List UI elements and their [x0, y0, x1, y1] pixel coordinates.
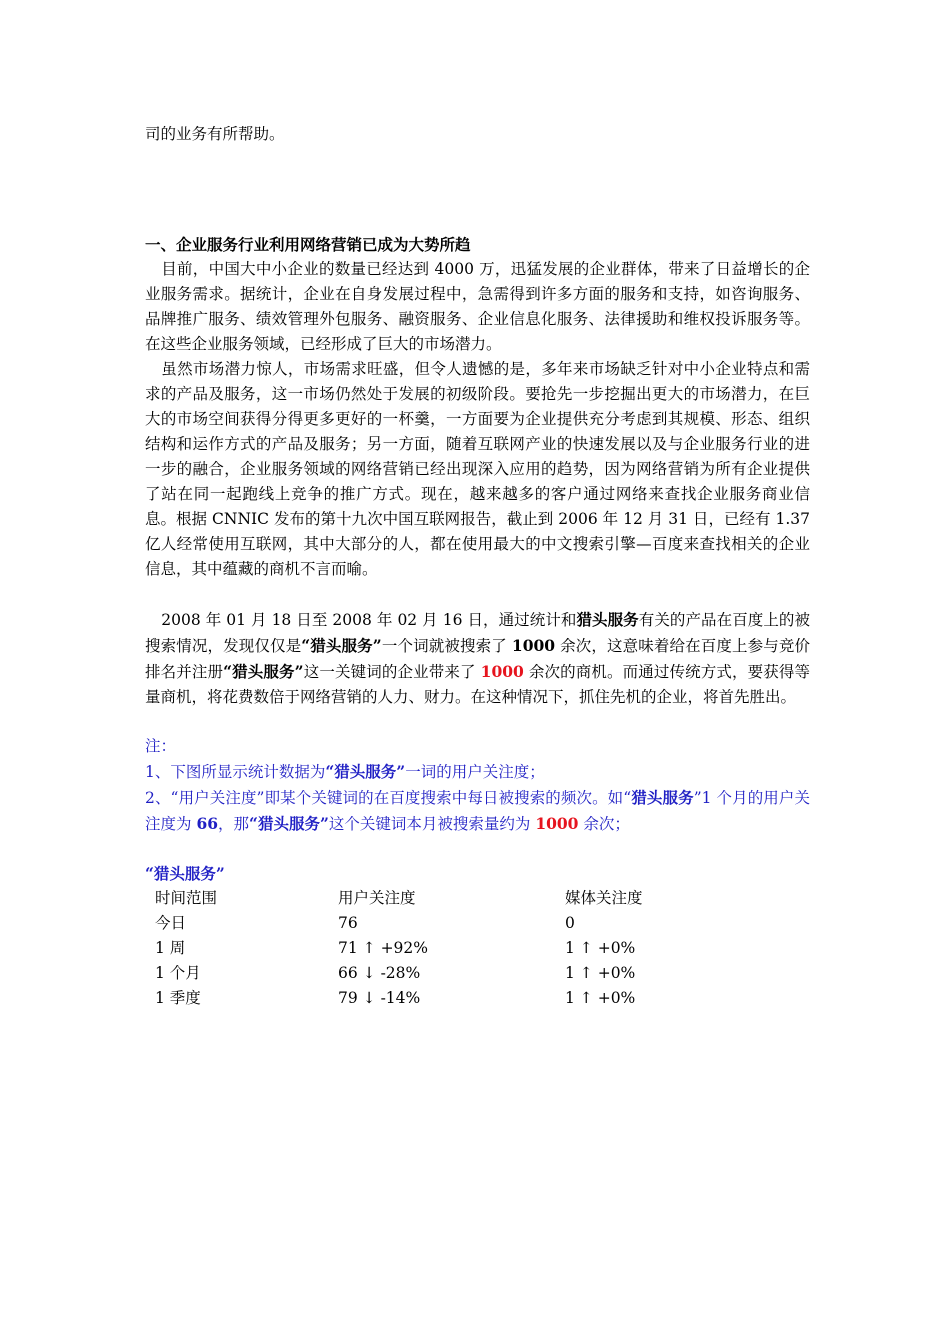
cell-time-range: 今日: [155, 914, 187, 932]
note-2-text-a: 2、“用户关注度”即某个关键词的在百度搜索中每日被搜索的频次。如“: [145, 789, 632, 807]
header-time-range: 时间范围: [155, 889, 218, 907]
intro-tail-text: 司的业务有所帮助。: [145, 125, 285, 143]
opportunity-count: 1000: [480, 662, 524, 681]
notes-block: [145, 734, 810, 837]
cell-user-attention: 79 ↓ -14%: [338, 989, 421, 1007]
header-media-attention: 媒体关注度: [565, 889, 643, 907]
cell-media-attention: 1 ↑ +0%: [565, 939, 636, 957]
stat-text-4: 余次，这意味着给在百度上参与竞价排名并注册: [145, 637, 810, 681]
cell-time-range: 1 个月: [155, 964, 201, 982]
note-2-text-c: ，那: [218, 815, 250, 833]
cell-time-range: 1 周: [155, 939, 186, 957]
notes-label: 注：: [145, 737, 177, 755]
stat-text-2: 有关的产品在百度上的被搜索情况，发现仅仅是: [145, 611, 810, 655]
keyword-highlight: “猎头服务”: [301, 636, 382, 655]
note-2-text-d: 这个关键词本月被搜索量约为: [328, 815, 536, 833]
note-1-keyword: “猎头服务”: [325, 762, 406, 781]
section-paragraph-1: 目前，中国大中小企业的数量已经达到 4000 万，迅猛发展的企业群体，带来了日益增长的企业服务需求。据统计，企业在自身发展过程中，急需得到许多方面的服务和支持，如咨询服务、品牌推广服务、绩效管理外包服务、融资服务、企业信息化服务、法律援助和维权投诉服务等。在这些企业服务领域，已经形成了巨大的市场潜力。: [145, 260, 810, 353]
cell-media-attention: 1 ↑ +0%: [565, 964, 636, 982]
cell-time-range: 1 季度: [155, 989, 201, 1007]
cell-media-attention: 0: [565, 914, 575, 932]
note-1-text-end: 一词的用户关注度；: [405, 763, 545, 781]
table-header-row: [155, 886, 685, 911]
note-1-text: 1、下图所显示统计数据为: [145, 763, 326, 781]
note-2-search-volume: 1000: [535, 814, 579, 833]
stat-text-5: 这一关键词的企业带来了: [303, 663, 481, 681]
note-2-text-b: ”1 个月的用户关注度为: [145, 789, 810, 833]
table-row: [155, 986, 685, 1011]
table-row: [155, 911, 685, 936]
document-page: [145, 122, 810, 1011]
note-2-text-e: 余次；: [578, 815, 630, 833]
attention-stats-table: [155, 886, 685, 1011]
stat-text-3: 一个词就被搜索了: [381, 637, 512, 655]
cell-user-attention: 76: [338, 914, 358, 932]
section-paragraph-2: 虽然市场潜力惊人，市场需求旺盛，但令人遗憾的是，多年来市场缺乏针对中小企业特点和需求的产品及服务，这一市场仍然处于发展的初级阶段。要抢先一步挖掘出更大的市场潜力，在巨大的市场空间获得分得更多更好的一杯羹，一方面要为企业提供充分考虑到其规模、形态、组织结构和运作方式的产品及服务；另一方面，随着互联网产业的快速发展以及与企业服务行业的进一步的融合，企业服务领域的网络营销已经出现深入应用的趋势，因为网络营销为所有企业提供了站在同一起跑线上竞争的推广方式。现在，越来越多的客户通过网络来查找企业服务商业信息。根据 CNNIC 发布的第十九次中国互联网报告，截止到 2006 年 12 月 31 日，已经有 1.37 亿人经常使用互联网，其中大部分的人，都在使用最大的中文搜索引擎—百度来查找相关的企业信息，其中蕴藏的商机不言而喻。: [145, 360, 810, 578]
cell-user-attention: 71 ↑ +92%: [338, 939, 429, 957]
table-row: [155, 961, 685, 986]
note-2-attention-value: 66: [196, 814, 219, 833]
keyword-highlight: 猎头服务: [576, 610, 639, 629]
table-row: [155, 936, 685, 961]
header-user-attention: 用户关注度: [338, 889, 416, 907]
note-2: [145, 785, 810, 837]
note-1: [145, 759, 810, 785]
stat-text-1: 2008 年 01 月 18 日至 2008 年 02 月 16 日，通过统计和: [161, 611, 577, 629]
note-2-keyword-2: “猎头服务”: [249, 814, 329, 833]
cell-media-attention: 1 ↑ +0%: [565, 989, 636, 1007]
note-2-keyword-1: 猎头服务: [631, 788, 694, 807]
stats-table-title: “猎头服务”: [145, 864, 225, 883]
cell-user-attention: 66 ↓ -28%: [338, 964, 421, 982]
stat-text-6: 余次的商机。而通过传统方式，要获得等量商机，将花费数倍于网络营销的人力、财力。在这种情况下，抓住先机的企业，将首先胜出。: [145, 663, 810, 706]
keyword-highlight: “猎头服务”: [223, 662, 304, 681]
section-heading: 一、企业服务行业利用网络营销已成为大势所趋: [145, 235, 471, 254]
statistics-paragraph: [145, 607, 810, 710]
search-count: 1000: [511, 636, 556, 655]
